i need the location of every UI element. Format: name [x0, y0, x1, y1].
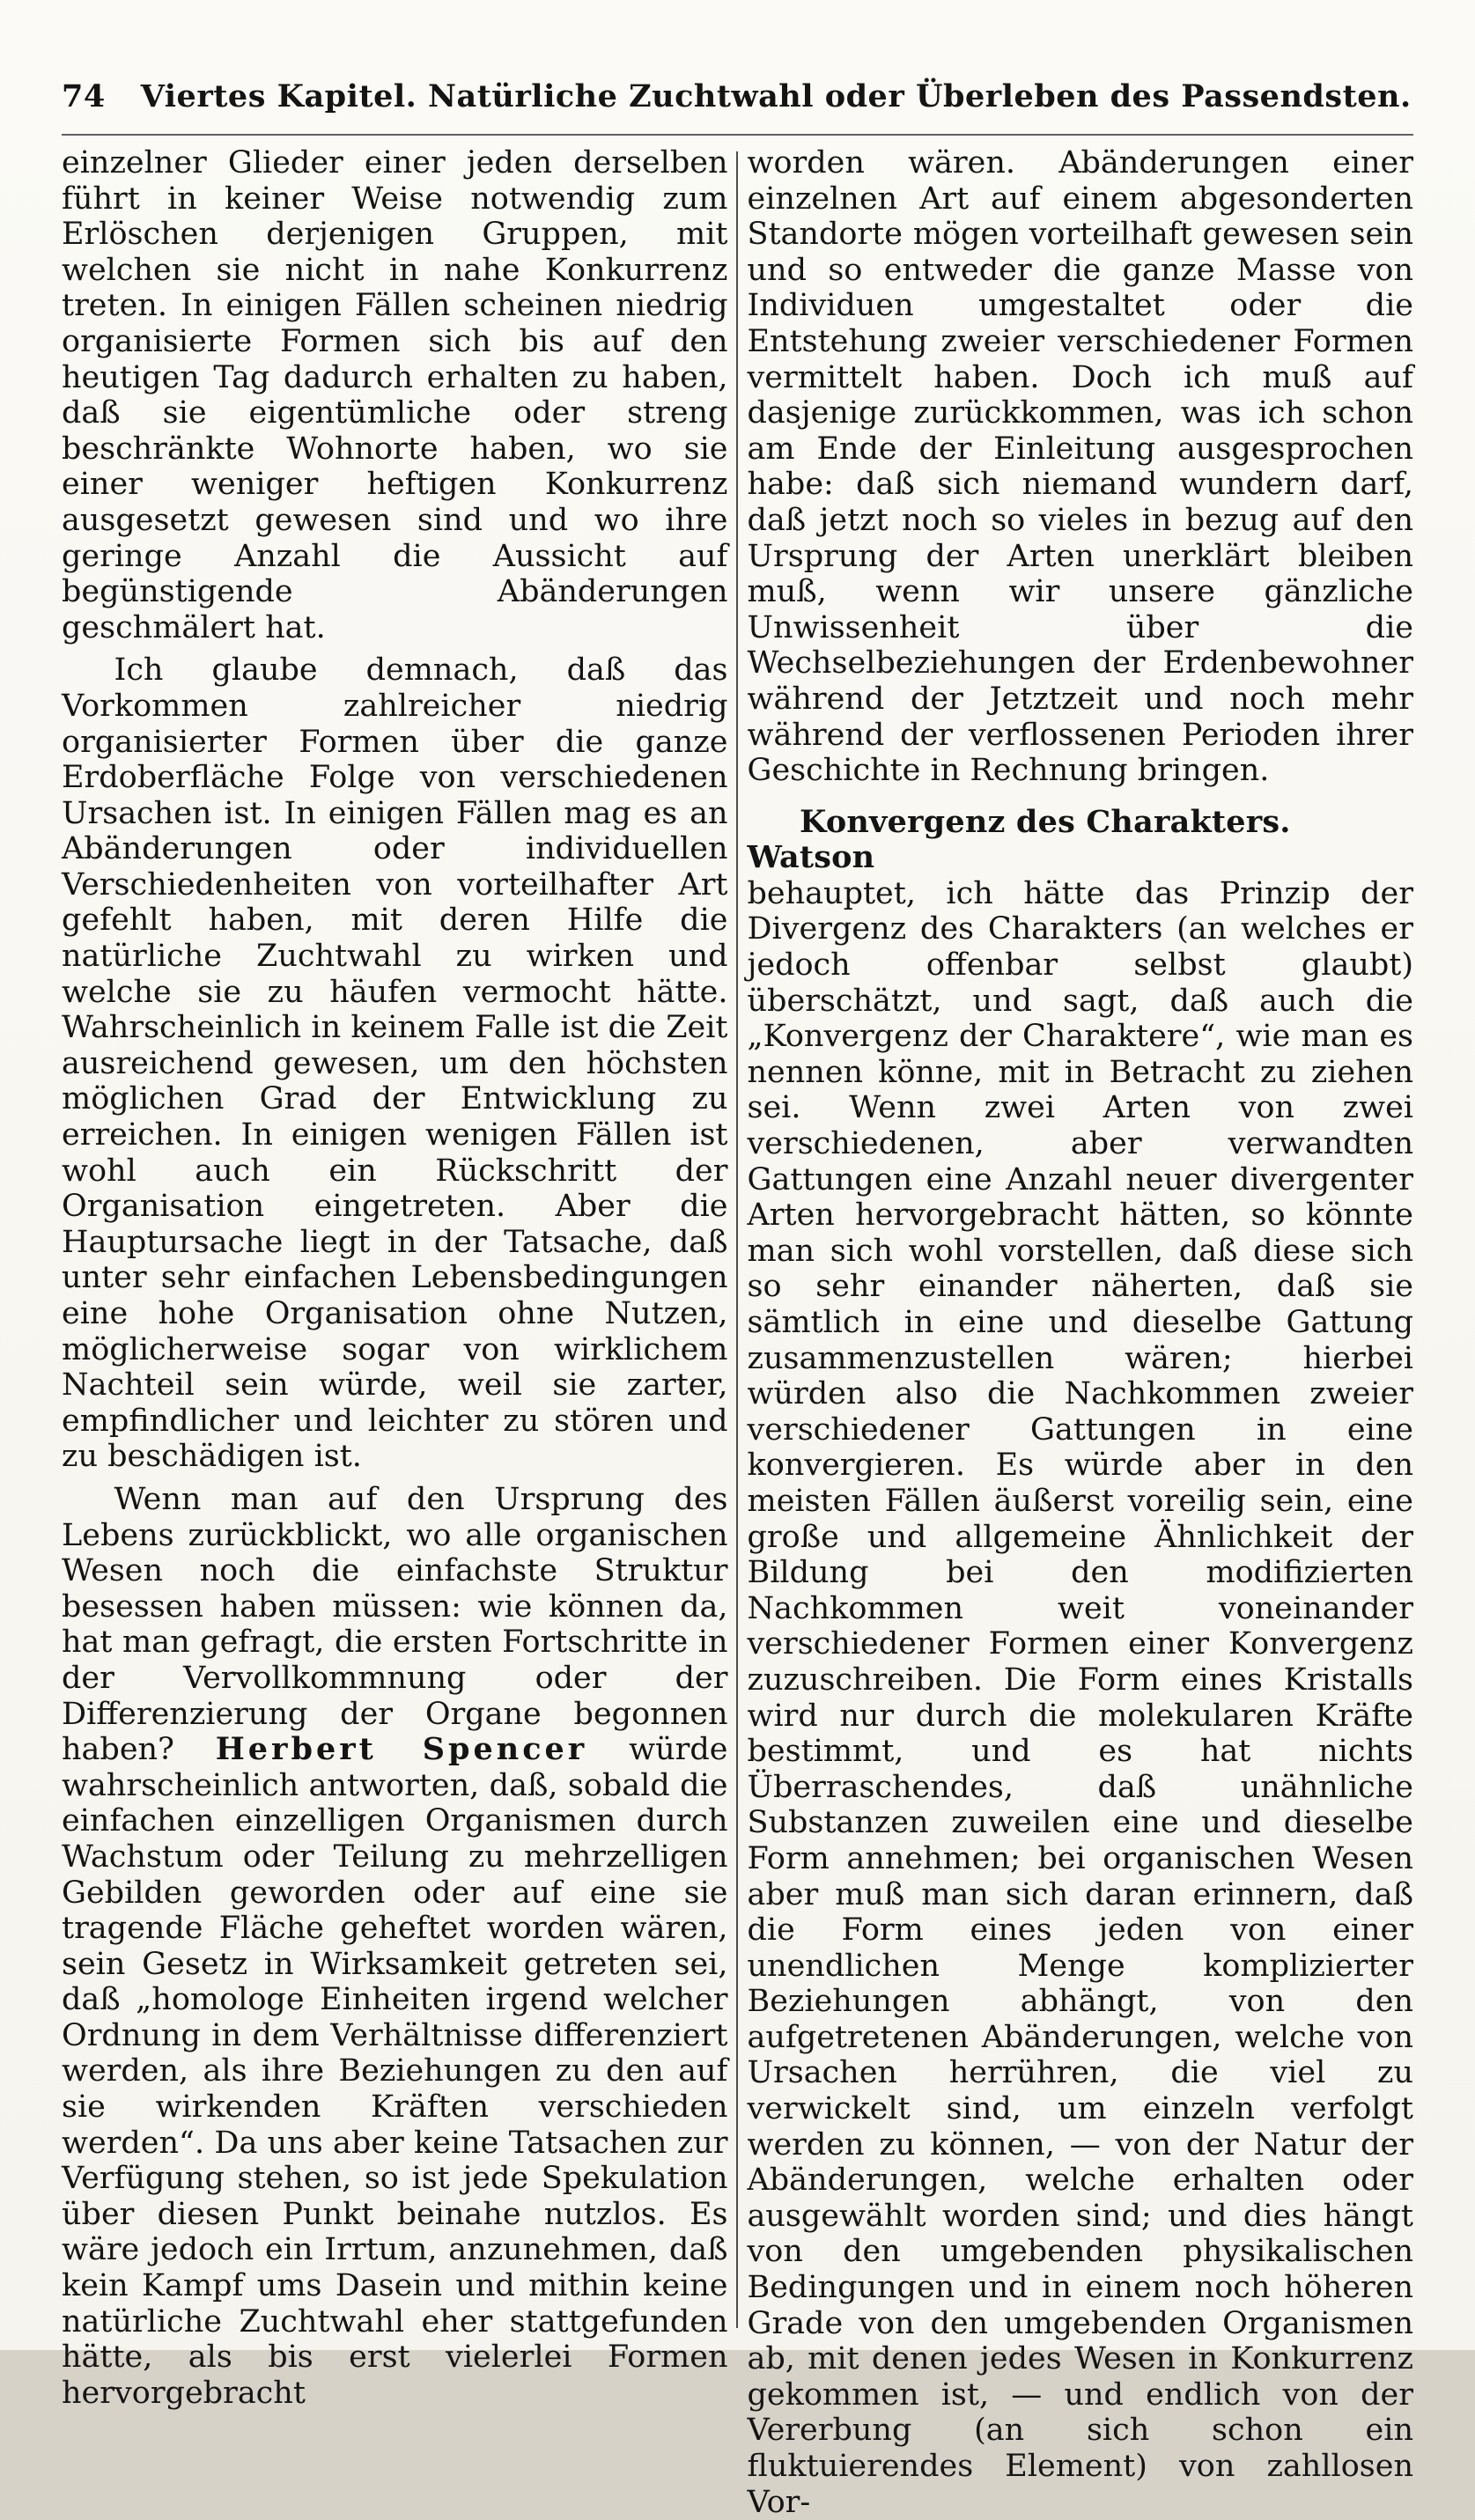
left-paragraph-3-after-name: würde wahrscheinlich antworten, daß, sobald die einfachen einzelligen Organismen durch Wachstum oder Teilung zu mehrzelligen Gebilden geworden oder auf eine sie tragende Fläche geheftet worden wären, sein Gesetz in Wirksamkeit getreten sei, daß „homologe Einheiten irgend welcher Ordnung in dem Verhältnisse differenziert werden, als ihre Beziehungen zu den auf sie wirkenden Kräften verschieden werden“. Da uns aber keine Tatsachen zur Verfügung stehen, so ist jede Spekulation über diesen Punkt beinahe nutzlos. Es wäre jedoch ein Irrtum, anzunehmen, daß kein Kampf ums Dasein und mithin keine natürliche Zuchtwahl eher stattgefunden hätte, als bis erst vielerlei Formen hervorgebracht	[62, 1732, 728, 2411]
page-number: 74	[62, 78, 106, 114]
right-column	[747, 145, 1414, 2520]
left-paragraph-2: Ich glaube demnach, daß das Vorkommen zahlreicher niedrig organisierter Formen über die ganze Erdoberfläche Folge von verschiedenen Ursachen ist. In einigen Fällen mag es an Abänderungen oder individuellen Verschiedenheiten von vorteilhafter Art gefehlt haben, mit deren Hilfe die natürliche Zuchtwahl zu wirken und welche sie zu häufen vermocht hätte. Wahrscheinlich in keinem Falle ist die Zeit ausreichend gewesen, um den höchsten möglichen Grad der Entwicklung zu erreichen. In einigen wenigen Fällen ist wohl auch ein Rückschritt der Organisation eingetreten. Aber die Hauptursache liegt in der Tatsache, daß unter sehr einfachen Lebensbedingungen eine hohe Organisation ohne Nutzen, möglicherweise sogar von wirklichem Nachteil sein würde, weil sie zarter, empfindlicher und leichter zu stören und zu beschädigen ist.	[62, 652, 728, 1475]
right-paragraph-1: worden wären. Abänderungen einer einzelnen Art auf einem abgesonderten Standorte mögen vorteilhaft gewesen sein und so entweder die ganze Masse von Individuen umgestaltet oder die Entstehung zweier verschiedener Formen vermittelt haben. Doch ich muß auf dasjenige zurückkommen, was ich schon am Ende der Einleitung ausgesprochen habe: daß sich niemand wundern darf, daß jetzt noch so vieles in bezug auf den Ursprung der Arten unerklärt bleiben muß, wenn wir unsere gänzliche Unwissenheit über die Wechselbeziehungen der Erdenbewohner während der Jetztzeit und noch mehr während der verflossenen Perioden ihrer Geschichte in Rechnung bringen.	[747, 145, 1413, 789]
author-name-herbert-spencer: Herbert Spencer	[215, 1731, 588, 1768]
header-rule	[62, 134, 1413, 136]
left-column	[62, 145, 728, 2411]
section-heading-text: Konvergenz des Charakters.	[800, 803, 1291, 840]
left-paragraph-3	[62, 1482, 728, 2411]
section-heading-konvergenz	[748, 805, 1414, 876]
right-paragraph-2: behauptet, ich hätte das Prinzip der Divergenz des Charakters (an welches er jedoch offenbar selbst glaubt) überschätzt, und sagt, daß auch die „Konvergenz der Charaktere“, wie man es nennen könne, mit in Betracht zu ziehen sei. Wenn zwei Arten von zwei verschiedenen, aber verwandten Gattungen eine Anzahl neuer divergenter Arten hervorgebracht hätten, so könnte man sich wohl vorstellen, daß diese sich so sehr einander näherten, daß sie sämtlich in eine und dieselbe Gattung zusammenzustellen wären; hierbei würden also die Nachkommen zweier verschiedener Gattungen in eine konvergieren. Es würde aber in den meisten Fällen äußerst voreilig sein, eine große und allgemeine Ähnlichkeit der Bildung bei den modifizierten Nachkommen weit voneinander verschiedener Formen einer Konvergenz zuzuschreiben. Die Form eines Kristalls wird nur durch die molekularen Kräfte bestimmt, und es hat nichts Überraschendes, daß unähnliche Substanzen zuweilen eine und dieselbe Form annehmen; bei organischen Wesen aber muß man sich daran erinnern, daß die Form eines jeden von einer unendlichen Menge komplizierter Beziehungen abhängt, von den aufgetretenen Abänderungen, welche von Ursachen herrühren, die viel zu verwickelt sind, um einzeln verfolgt werden zu können, — von der Natur der Abänderungen, welche erhalten oder ausgewählt worden sind; und dies hängt von den umgebenden physikalischen Bedingungen und in einem noch höheren Grade von den umgebenden Organismen ab, mit denen jedes Wesen in Konkurrenz gekommen ist, — und endlich von der Vererbung (an sich schon ein fluktuierendes Element) von zahllosen Vor-	[747, 875, 1413, 2520]
left-paragraph-3-before-name: Wenn man auf den Ursprung des Lebens zurückblickt, wo alle organischen Wesen noch die einfachste Struktur besessen haben müssen: wie können da, hat man gefragt, die ersten Fortschritte in der Vervollkommnung oder der Differenzierung der Organe begonnen haben?	[62, 1481, 728, 1768]
running-head	[62, 53, 1412, 114]
chapter-header: Viertes Kapitel. Natürliche Zuchtwahl oder Überleben des Passendsten.	[140, 78, 1412, 114]
section-heading-lead-word: Watson	[747, 839, 875, 876]
left-paragraph-1: einzelner Glieder einer jeden derselben führt in keiner Weise notwendig zum Erlöschen derjenigen Gruppen, mit welchen sie nicht in nahe Konkurrenz treten. In einigen Fällen scheinen niedrig organisierte Formen sich bis auf den heutigen Tag dadurch erhalten zu haben, daß sie eigentümliche oder streng beschränkte Wohnorte haben, wo sie einer weniger heftigen Konkurrenz ausgesetzt gewesen sind und wo ihre geringe Anzahl die Aussicht auf begünstigende Abänderungen geschmälert hat.	[62, 145, 728, 645]
text-columns	[62, 145, 1413, 2520]
